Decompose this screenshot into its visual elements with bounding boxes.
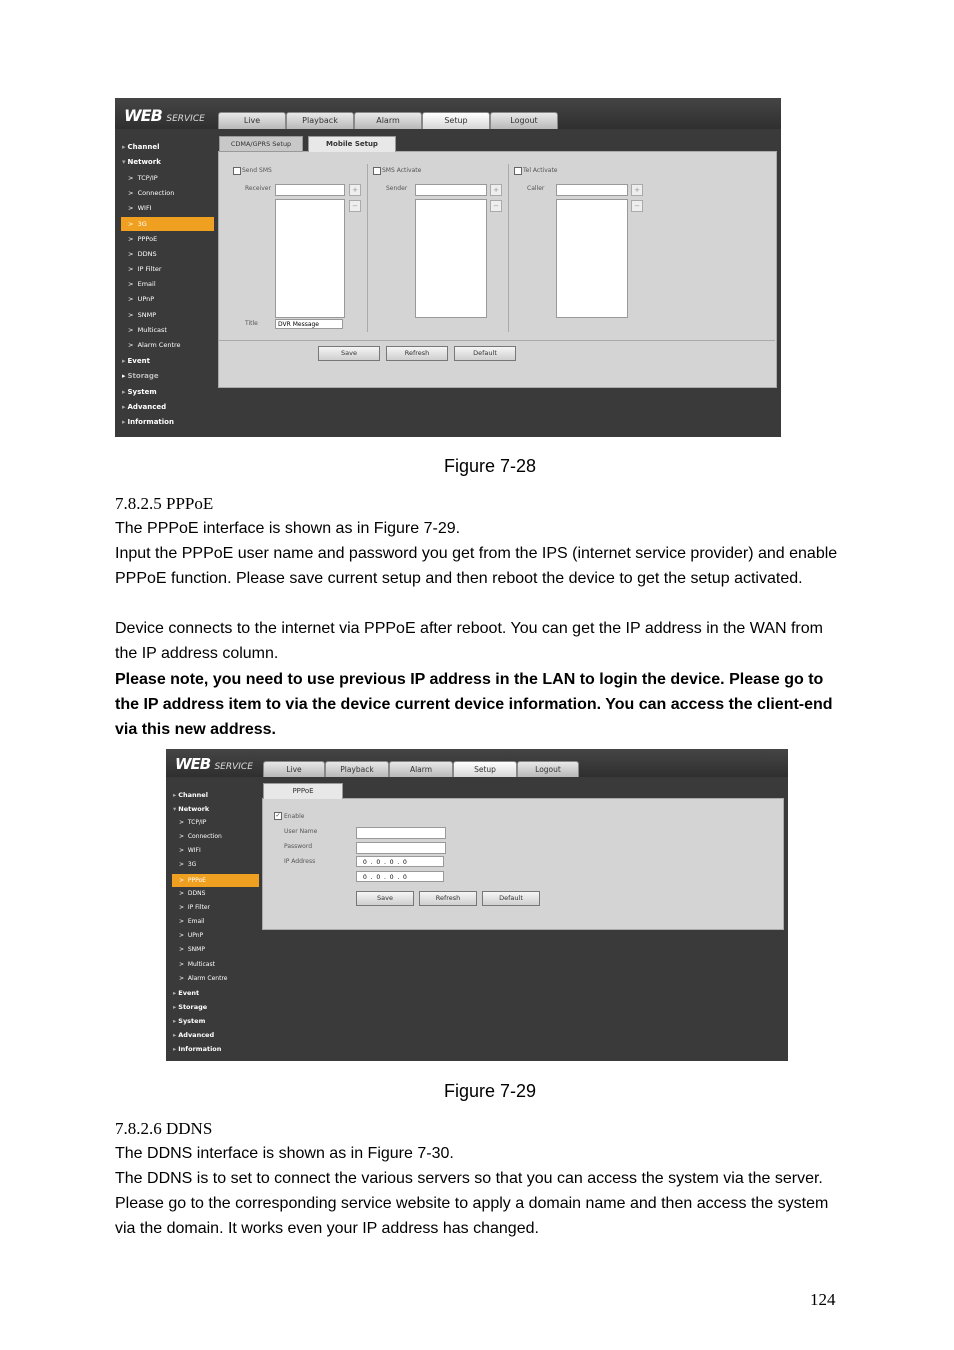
triangle-down-icon: ▾	[173, 805, 177, 813]
sidebar-item-snmp[interactable]: > SNMP	[128, 311, 157, 319]
ip-address-input[interactable]: 0 . 0 . 0 . 0	[356, 856, 444, 867]
sidebar-item-event[interactable]: ▸ Event	[122, 357, 150, 365]
sidebar-item-3g[interactable]: > 3G	[121, 217, 214, 231]
caller-input[interactable]	[556, 184, 628, 196]
receiver-label: Receiver	[245, 185, 271, 192]
sidebar-item-ip-filter[interactable]: > IP Filter	[179, 904, 210, 911]
figure-caption: Figure 7-28	[444, 456, 537, 476]
sidebar-item-network[interactable]: ▾ Network	[122, 158, 161, 166]
enable-checkbox[interactable]: ✓	[275, 812, 281, 819]
note-paragraph: Please note, you need to use previous IP address in the LAN to login the device. Please go to the IP address item to via the device current device information. You can access the client-end via this new address.	[115, 671, 833, 738]
title-input[interactable]: DVR Message	[275, 319, 343, 329]
button-separator	[219, 340, 775, 341]
triangle-down-icon: ▾	[122, 158, 126, 166]
logo: WEB SERVICE	[175, 755, 253, 773]
refresh-button[interactable]: Refresh	[386, 346, 448, 361]
sidebar-item-channel[interactable]: ▸ Channel	[173, 791, 208, 799]
ip-address-label: IP Address	[284, 858, 316, 865]
receiver-input[interactable]	[275, 184, 345, 196]
nav-tab-setup[interactable]: Setup	[422, 112, 490, 129]
tab-mobile-setup[interactable]: Mobile Setup	[308, 136, 396, 152]
sms-activate-checkbox[interactable]	[373, 167, 381, 175]
sidebar-item-pppoe[interactable]: > PPPoE	[172, 874, 259, 887]
sidebar-item-upnp[interactable]: > UPnP	[128, 295, 155, 303]
sidebar-item-network[interactable]: ▾ Network	[173, 805, 210, 813]
password-label: Password	[284, 843, 313, 850]
sidebar-item-alarm-centre[interactable]: > Alarm Centre	[128, 341, 181, 349]
user-name-label: User Name	[284, 828, 318, 835]
triangle-right-icon: ▸	[122, 403, 126, 411]
triangle-right-icon: ▸	[122, 143, 126, 151]
figure-caption: Figure 7-29	[444, 1081, 537, 1101]
sidebar-item-snmp[interactable]: > SNMP	[179, 946, 205, 953]
send-sms-label: Send SMS	[242, 167, 272, 174]
logo: WEB SERVICE	[124, 106, 205, 125]
nav-tab-setup[interactable]: Setup	[453, 761, 517, 777]
triangle-right-icon: ▸	[122, 388, 126, 396]
sidebar-item-wifi[interactable]: > WIFI	[128, 204, 152, 212]
sidebar-item-advanced[interactable]: ▸ Advanced	[122, 403, 167, 411]
default-button[interactable]: Default	[482, 891, 540, 906]
sidebar-item-alarm-centre[interactable]: > Alarm Centre	[179, 975, 228, 982]
sidebar-item-channel[interactable]: ▸ Channel	[122, 143, 160, 151]
triangle-right-icon: ▸	[173, 1045, 177, 1053]
sidebar-item-multicast[interactable]: > Multicast	[179, 961, 215, 968]
sidebar-item-wifi[interactable]: > WIFI	[179, 847, 201, 854]
receiver-list[interactable]	[275, 199, 345, 318]
sender-input[interactable]	[415, 184, 487, 196]
password-input[interactable]	[356, 842, 446, 854]
refresh-button[interactable]: Refresh	[419, 891, 477, 906]
sidebar-item-system[interactable]: ▸ System	[122, 388, 157, 396]
triangle-right-icon: ▸	[173, 791, 177, 799]
sidebar-item-information[interactable]: ▸ Information	[173, 1045, 222, 1053]
sidebar-item-system[interactable]: ▸ System	[173, 1017, 206, 1025]
sidebar-item-ddns[interactable]: > DDNS	[128, 250, 157, 258]
section-heading: 7.8.2.6 DDNS	[115, 1119, 213, 1138]
sidebar-item-tcpip[interactable]: > TCP/IP	[179, 819, 207, 826]
paragraph: The DDNS is to set to connect the various servers so that you can access the system via the server. Please go to the corresponding service website to apply a domain name and then access the system via the domain. It works even your IP address has changed.	[115, 1170, 829, 1237]
sidebar-item-pppoe[interactable]: > PPPoE	[128, 235, 158, 243]
sidebar-item-multicast[interactable]: > Multicast	[128, 326, 167, 334]
page-number: 124	[810, 1290, 836, 1309]
sender-list[interactable]	[415, 199, 487, 318]
sender-label: Sender	[386, 185, 408, 192]
sidebar-item-ddns[interactable]: > DDNS	[179, 890, 206, 897]
triangle-right-icon: ▸	[173, 1017, 177, 1025]
sidebar-item-tcpip[interactable]: > TCP/IP	[128, 174, 158, 182]
section-heading: 7.8.2.5 PPPoE	[115, 494, 214, 513]
caller-list[interactable]	[556, 199, 628, 318]
figure-7-28-screenshot	[115, 98, 781, 437]
send-sms-checkbox[interactable]	[233, 167, 241, 175]
receiver-add-button[interactable]: +	[349, 184, 361, 196]
triangle-right-icon: ▸	[173, 1003, 177, 1011]
paragraph: The DDNS interface is shown as in Figure 7-30.	[115, 1145, 454, 1162]
triangle-right-icon: ▸	[122, 418, 126, 426]
default-button[interactable]: Default	[454, 346, 516, 361]
column-divider	[508, 164, 509, 332]
paragraph: Device connects to the internet via PPPoE after reboot. You can get the IP address in the WAN from the IP address column.	[115, 620, 823, 662]
sidebar-item-connection[interactable]: > Connection	[128, 189, 175, 197]
save-button[interactable]: Save	[318, 346, 380, 361]
figure-7-29-screenshot	[166, 749, 788, 1061]
content-panel	[262, 798, 784, 930]
sidebar-item-storage[interactable]: ▸ Storage	[173, 1003, 208, 1011]
column-divider	[367, 164, 368, 332]
sidebar-item-storage[interactable]: ▸ Storage	[122, 372, 159, 380]
nav-tab-live[interactable]: Live	[263, 761, 325, 777]
nav-tab-live[interactable]: Live	[218, 112, 286, 129]
ip-address-input-2[interactable]: 0 . 0 . 0 . 0	[356, 871, 444, 882]
paragraph: The PPPoE interface is shown as in Figure 7-29.	[115, 520, 461, 537]
nav-tab-alarm[interactable]: Alarm	[354, 112, 422, 129]
triangle-right-icon: ▸	[173, 989, 177, 997]
sidebar-item-information[interactable]: ▸ Information	[122, 418, 174, 426]
nav-tab-playback[interactable]: Playback	[325, 761, 389, 777]
sidebar-item-event[interactable]: ▸ Event	[173, 989, 200, 997]
caller-remove-button[interactable]: −	[631, 200, 643, 212]
sidebar-item-3g[interactable]: > 3G	[179, 861, 197, 868]
tel-activate-checkbox[interactable]	[514, 167, 522, 175]
nav-tab-logout[interactable]: Logout	[490, 112, 558, 129]
sidebar-item-email[interactable]: > Email	[128, 280, 156, 288]
nav-tab-alarm[interactable]: Alarm	[389, 761, 453, 777]
tel-activate-label: Tel Activate	[523, 167, 558, 174]
sidebar-item-advanced[interactable]: ▸ Advanced	[173, 1031, 215, 1039]
triangle-right-icon: ▸	[173, 1031, 177, 1039]
sidebar-item-email[interactable]: > Email	[179, 918, 205, 925]
sidebar-item-connection[interactable]: > Connection	[179, 833, 222, 840]
sms-activate-label: SMS Activate	[382, 167, 422, 174]
caller-add-button[interactable]: +	[631, 184, 643, 196]
tab-cdma-gprs-setup[interactable]: CDMA/GPRS Setup	[219, 136, 303, 152]
sidebar-item-upnp[interactable]: > UPnP	[179, 932, 204, 939]
triangle-right-icon: ▸	[122, 372, 126, 380]
save-button[interactable]: Save	[356, 891, 414, 906]
paragraph: Input the PPPoE user name and password you get from the IPS (internet service provider) and enable PPPoE function. Please save current setup and then reboot the device to get the setup activated.	[115, 545, 838, 587]
sender-remove-button[interactable]: −	[490, 200, 502, 212]
caller-label: Caller	[527, 185, 545, 192]
sidebar-item-ip-filter[interactable]: > IP Filter	[128, 265, 162, 273]
title-label: Title	[245, 320, 258, 327]
user-name-input[interactable]	[356, 827, 446, 839]
sender-add-button[interactable]: +	[490, 184, 502, 196]
tab-pppoe[interactable]: PPPoE	[263, 783, 343, 799]
nav-tab-playback[interactable]: Playback	[286, 112, 354, 129]
nav-tab-logout[interactable]: Logout	[517, 761, 579, 777]
triangle-right-icon: ▸	[122, 357, 126, 365]
enable-label: Enable	[284, 813, 305, 820]
receiver-remove-button[interactable]: −	[349, 200, 361, 212]
